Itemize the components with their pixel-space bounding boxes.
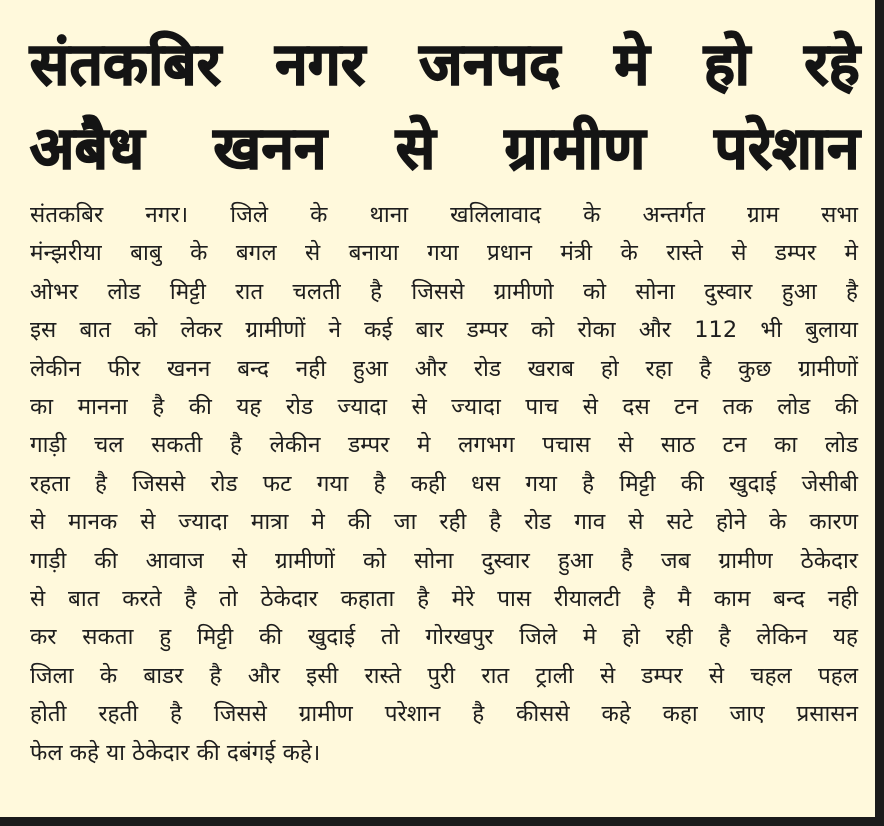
article-line: से मानक से ज्यादा मात्रा मे की जा रही है रोड गाव से सटे होने के कारण xyxy=(30,509,858,536)
article-body xyxy=(30,196,858,772)
article-line: गाड़ी की आवाज से ग्रामीणों को सोना दुस्वार हुआ है जब ग्रामीण ठेकेदार xyxy=(30,547,858,574)
article-line: संतकबिर नगर। जिले के थाना खलिलावाद के अन्तर्गत ग्राम सभा xyxy=(30,202,858,228)
article-line: होती रहती है जिससे ग्रामीण परेशान है कीससे कहे कहा जाए प्रसासन xyxy=(30,701,858,728)
article-line: से बात करते है तो ठेकेदार कहाता है मेरे पास रीयालटी है मै काम बन्द नही xyxy=(30,586,858,613)
headline-line-2: अबैध खनन से ग्रामीण परेशान xyxy=(30,114,860,182)
article-line: जिला के बाडर है और इसी रास्ते पुरी रात ट्राली से डम्पर से चहल पहल xyxy=(30,662,858,689)
article-line: ओभर लोड मिट्टी रात चलती है जिससे ग्रामीणो को सोना दुस्वार हुआ है xyxy=(30,278,858,305)
article-line: कर सकता हु मिट्टी की खुदाई तो गोरखपुर जिले मे हो रही है लेकिन यह xyxy=(30,624,858,651)
article-line: मंन्झरीया बाबु के बगल से बनाया गया प्रधान मंत्री के रास्ते से डम्पर मे xyxy=(30,240,858,267)
article-line: लेकीन फीर खनन बन्द नही हुआ और रोड खराब हो रहा है कुछ ग्रामीणों xyxy=(30,355,858,382)
article-line: का मानना है की यह रोड ज्यादा से ज्यादा पाच से दस टन तक लोड की xyxy=(30,394,858,421)
article-line: रहता है जिससे रोड फट गया है कही धस गया है मिट्टी की खुदाई जेसीबी xyxy=(30,470,858,497)
article-line: फेल कहे या ठेकेदार की दबंगई कहे। xyxy=(30,739,321,766)
headline xyxy=(30,22,860,190)
article-line: इस बात को लेकर ग्रामीणों ने कई बार डम्पर को रोका और 112 भी बुलाया xyxy=(30,317,858,344)
headline-line-1: संतकबिर नगर जनपद मे हो रहे xyxy=(30,30,860,98)
article-line: गाड़ी चल सकती है लेकीन डम्पर मे लगभग पचास से साठ टन का लोड xyxy=(30,432,858,459)
